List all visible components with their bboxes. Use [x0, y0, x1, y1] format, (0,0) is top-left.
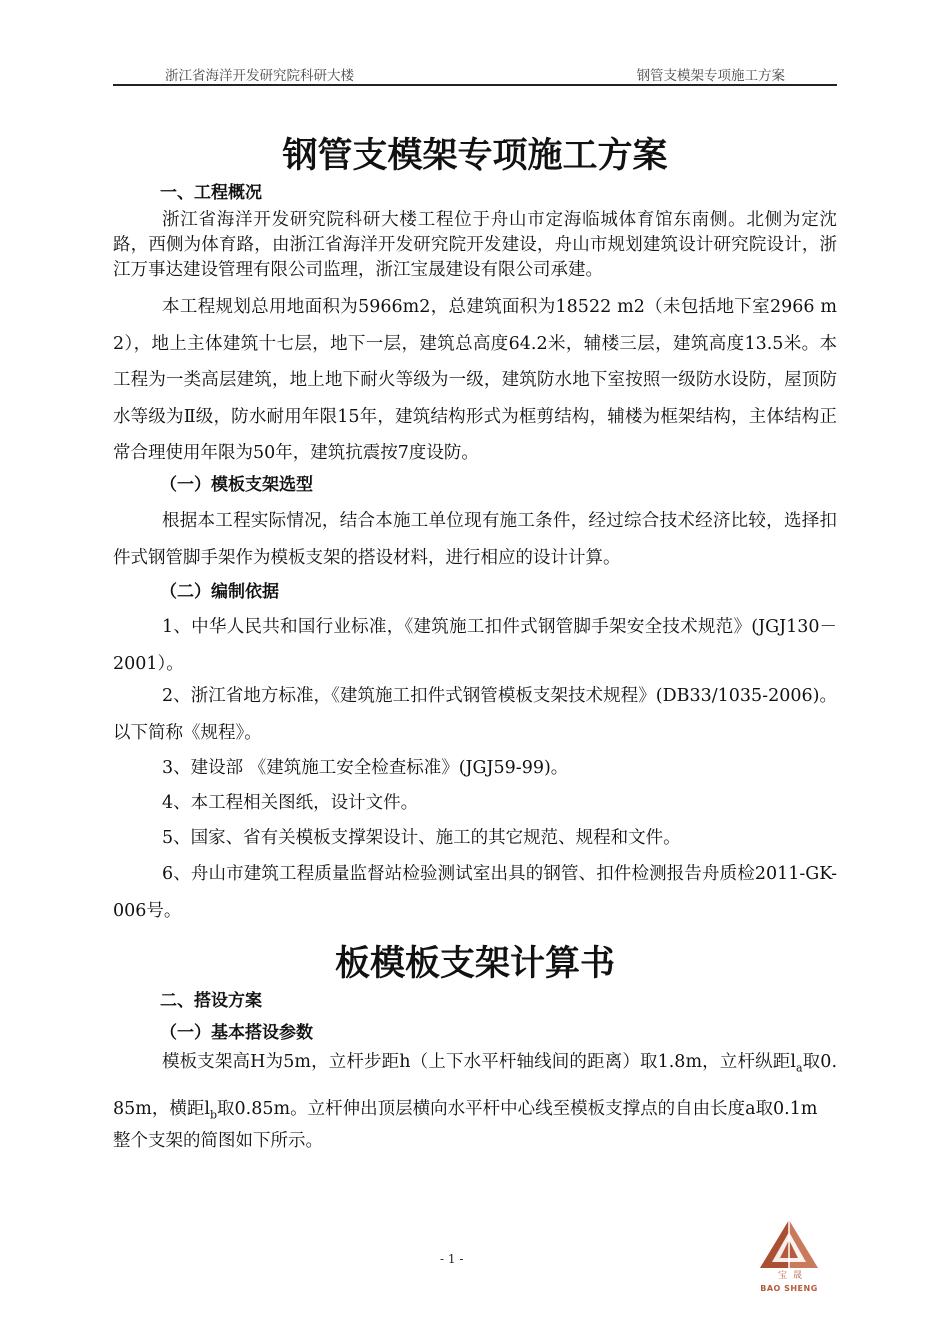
params-sub-b: b: [209, 1108, 218, 1121]
document-title: 钢管支模架专项施工方案: [282, 135, 668, 176]
section1-paragraph-2: 本工程规划总用地面积为5966m2，总建筑面积为18522 m2（未包括地下室2966 m2），地上主体建筑十七层，地下一层，建筑总高度64.2米，辅楼三层，建筑高度13.5米。本工程为一类高层建筑，地上地下耐火等级为一级，建筑防水地下室按照一级防水设防，屋顶防水等级为Ⅱ级，防水耐用年限15年，建筑结构形式为框剪结构，辅楼为框架结构，主体结构正常合理使用年限为50年，建筑抗震按7度设防。: [113, 297, 837, 463]
basis-item-2: 2、浙江省地方标准，《建筑施工扣件式钢管模板支架技术规程》(DB33/1035-2006)。以下简称《规程》。: [113, 686, 837, 743]
calculation-title: 板模板支架计算书: [334, 943, 615, 984]
basis-item-1: 1、中华人民共和国行业标准，《建筑施工扣件式钢管脚手架安全技术规范》(JGJ130－2001）。: [113, 617, 837, 674]
section2-heading: 二、搭设方案: [160, 991, 262, 1011]
params-text-b: 取0.85m，横距l: [113, 1052, 838, 1119]
subsection-selection-paragraph: 根据本工程实际情况，结合本施工单位现有施工条件，经过综合技术经济比较，选择扣件式钢管脚手架作为模板支架的搭设材料，进行相应的设计计算。: [113, 511, 837, 568]
params-text-c: 取0.85m。立杆伸出顶层横向水平杆中心线至模板支撑点的自由长度a取0.1m: [217, 1098, 818, 1119]
header-right: 钢管支模架专项施工方案: [636, 68, 785, 84]
basis-item-3: 3、建设部 《建筑施工安全检查标准》(JGJ59-99)。: [162, 758, 569, 778]
header-left: 浙江省海洋开发研究院科研大楼: [165, 68, 354, 84]
params-paragraph: [113, 1042, 837, 1135]
subsection-selection-heading: （一）模板支架选型: [160, 475, 313, 495]
basis-item-6: 6、舟山市建筑工程质量监督站检验测试室出具的钢管、扣件检测报告舟质检2011-GK-006号。: [113, 864, 837, 921]
basis-item-4: 4、本工程相关图纸，设计文件。: [162, 793, 419, 813]
subsection-params-heading: （一）基本搭设参数: [160, 1023, 313, 1043]
params-sub-a: a: [795, 1061, 803, 1075]
logo-char-1: 宝: [778, 1271, 788, 1280]
basis-item-5: 5、国家、省有关模板支撑架设计、施工的其它规范、规程和文件。: [162, 828, 681, 848]
logo-char-2: 晟: [793, 1271, 803, 1280]
baosheng-logo-icon: [756, 1218, 822, 1280]
logo-text: BAO SHENG: [760, 1284, 818, 1293]
section1-paragraph-1: 浙江省海洋开发研究院科研大楼工程位于舟山市定海临城体育馆东南侧。北侧为定沈路，西侧为体育路，由浙江省海洋开发研究院开发建设，舟山市规划建筑设计研究院设计，浙江万事达建设管理有限公司监理，浙江宝晟建设有限公司承建。: [113, 210, 837, 280]
params-text-a: 模板支架高H为5m，立杆步距h（上下水平杆轴线间的距离）取1.8m，立杆纵距l: [162, 1052, 796, 1072]
page-number: - 1 -: [440, 1252, 464, 1266]
page-header: [113, 58, 837, 86]
subsection-basis-heading: （二）编制依据: [160, 582, 279, 602]
section1-heading: 一、工程概况: [160, 183, 262, 203]
params-paragraph-2: 整个支架的简图如下所示。: [113, 1131, 323, 1151]
company-logo: [756, 1218, 822, 1298]
